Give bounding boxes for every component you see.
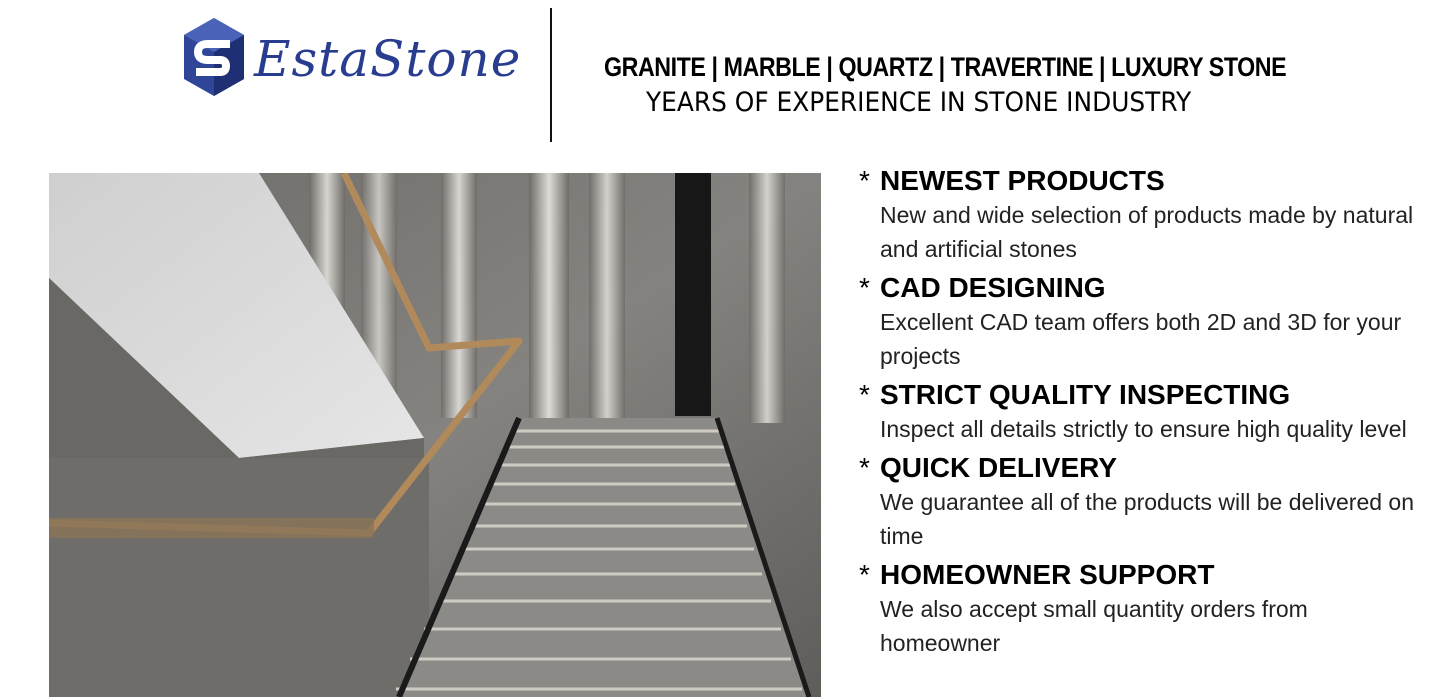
bullet-asterisk: * (859, 165, 870, 196)
marble-staircase-photo (49, 173, 821, 697)
feature-title: STRICT QUALITY INSPECTING (880, 379, 1291, 410)
feature-strict-quality-inspecting (859, 378, 1429, 446)
feature-homeowner-support (859, 558, 1429, 660)
feature-description: We also accept small quantity orders from homeowner (880, 596, 1308, 656)
feature-description: Inspect all details strictly to ensure high quality level (880, 416, 1407, 442)
estastone-logo-icon (182, 16, 246, 98)
experience-tagline: YEARS OF EXPERIENCE IN STONE INDUSTRY (646, 87, 1192, 118)
feature-title: HOMEOWNER SUPPORT (880, 559, 1215, 590)
bullet-asterisk: * (859, 452, 870, 483)
brand-logo[interactable] (182, 14, 527, 100)
features-list (859, 164, 1429, 665)
feature-description: Excellent CAD team offers both 2D and 3D for your projects (880, 309, 1402, 369)
feature-title: CAD DESIGNING (880, 272, 1106, 303)
stone-types-tagline: GRANITE | MARBLE | QUARTZ | TRAVERTINE | LUXURY STONE (604, 52, 1287, 82)
feature-description: We guarantee all of the products will be delivered on time (880, 489, 1415, 549)
feature-quick-delivery (859, 451, 1429, 553)
feature-title: NEWEST PRODUCTS (880, 165, 1165, 196)
feature-newest-products (859, 164, 1429, 266)
feature-title: QUICK DELIVERY (880, 452, 1117, 483)
header-divider (550, 8, 552, 142)
feature-cad-designing (859, 271, 1429, 373)
brand-name: EstaStone (254, 30, 522, 88)
bullet-asterisk: * (859, 559, 870, 590)
bullet-asterisk: * (859, 379, 870, 410)
bullet-asterisk: * (859, 272, 870, 303)
feature-description: New and wide selection of products made by natural and artificial stones (880, 202, 1414, 262)
